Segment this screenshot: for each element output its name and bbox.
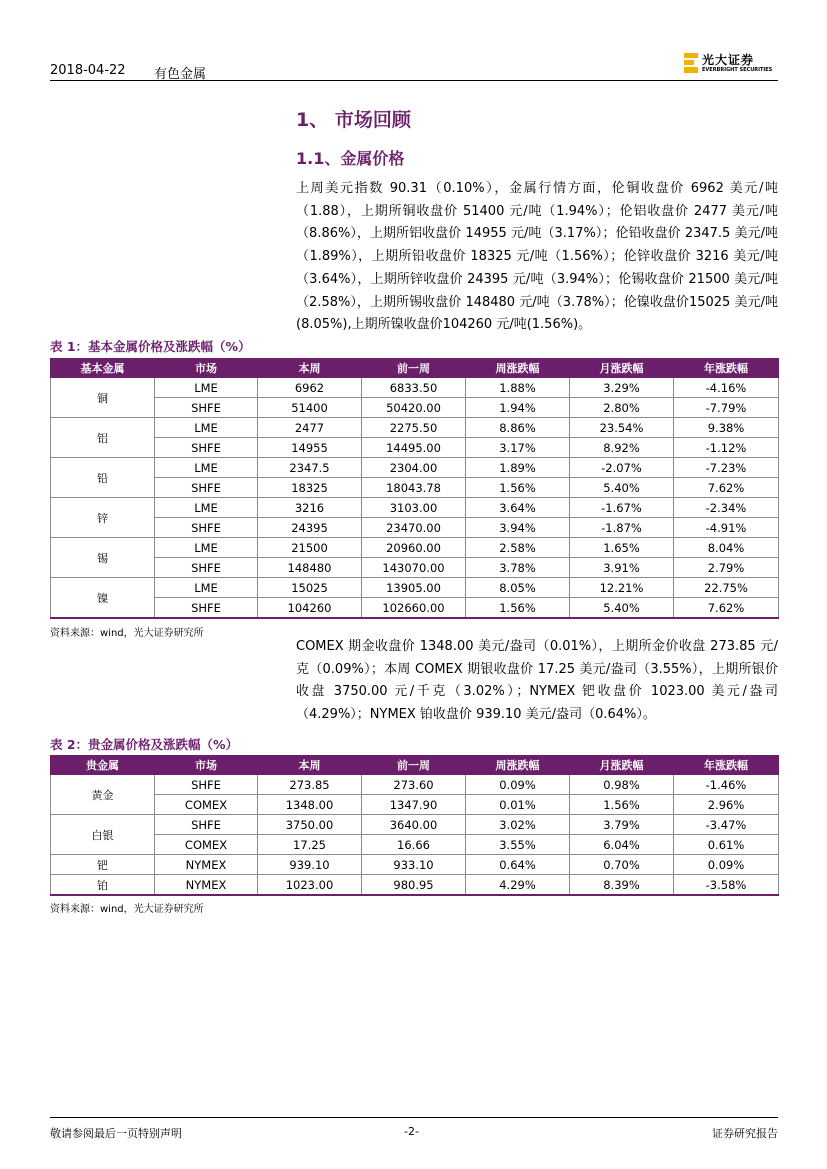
table-cell: 3.64% xyxy=(466,498,570,518)
table-cell: 20960.00 xyxy=(362,538,466,558)
table-cell: NYMEX xyxy=(155,855,258,875)
table-cell: 8.86% xyxy=(466,418,570,438)
table-row xyxy=(51,538,779,558)
metal-name-cell: 白银 xyxy=(51,815,155,855)
table-row xyxy=(51,875,779,896)
report-date: 2018-04-22 xyxy=(50,63,126,78)
report-sector: 有色金属 xyxy=(154,67,207,82)
table-cell: 933.10 xyxy=(362,855,466,875)
table1-source: 资料来源：wind，光大证券研究所 xyxy=(50,628,204,639)
table-row xyxy=(51,378,779,398)
table-cell: LME xyxy=(155,418,258,438)
table-cell: 1.89% xyxy=(466,458,570,478)
table-cell: 1.56% xyxy=(570,795,674,815)
table-cell: SHFE xyxy=(155,598,258,619)
table-cell: SHFE xyxy=(155,438,258,458)
table-cell: 0.09% xyxy=(674,855,779,875)
table-cell: 12.21% xyxy=(570,578,674,598)
column-header: 周涨跌幅 xyxy=(466,359,570,378)
table-cell: 3.29% xyxy=(570,378,674,398)
precious-metals-table xyxy=(50,755,779,896)
table-cell: 1.88% xyxy=(466,378,570,398)
table-cell: SHFE xyxy=(155,518,258,538)
table-cell: 1.56% xyxy=(466,478,570,498)
table-cell: 3.02% xyxy=(466,815,570,835)
table-cell: 23.54% xyxy=(570,418,674,438)
metal-name-cell: 锡 xyxy=(51,538,155,578)
table-cell: 6833.50 xyxy=(362,378,466,398)
table-cell: 1348.00 xyxy=(258,795,362,815)
column-header: 市场 xyxy=(155,756,258,775)
column-header: 市场 xyxy=(155,359,258,378)
table-cell: 273.85 xyxy=(258,775,362,795)
column-header: 本周 xyxy=(258,756,362,775)
table-cell: SHFE xyxy=(155,775,258,795)
metal-name-cell: 镍 xyxy=(51,578,155,619)
table-row xyxy=(51,835,779,855)
table-cell: 3.79% xyxy=(570,815,674,835)
table-cell: 14495.00 xyxy=(362,438,466,458)
table-cell: 3216 xyxy=(258,498,362,518)
column-header: 本周 xyxy=(258,359,362,378)
table-cell: SHFE xyxy=(155,815,258,835)
header-divider xyxy=(50,80,778,81)
column-header: 前一周 xyxy=(362,359,466,378)
table-cell: 102660.00 xyxy=(362,598,466,619)
table-cell: 8.04% xyxy=(674,538,779,558)
table-cell: COMEX xyxy=(155,835,258,855)
column-header: 月涨跌幅 xyxy=(570,359,674,378)
table-cell: -1.46% xyxy=(674,775,779,795)
table-cell: NYMEX xyxy=(155,875,258,896)
table-row xyxy=(51,418,779,438)
table-header-row xyxy=(51,756,779,775)
logo-name-en: EVERBRIGHT SECURITIES xyxy=(702,66,773,73)
table-cell: 8.39% xyxy=(570,875,674,896)
table-row xyxy=(51,518,779,538)
table-cell: 24395 xyxy=(258,518,362,538)
table-cell: -7.79% xyxy=(674,398,779,418)
table-cell: 2477 xyxy=(258,418,362,438)
table-cell: -3.58% xyxy=(674,875,779,896)
table1-caption: 表 1：基本金属价格及涨跌幅（%） xyxy=(50,339,251,354)
table-cell: 939.10 xyxy=(258,855,362,875)
table-cell: 21500 xyxy=(258,538,362,558)
table-cell: 5.40% xyxy=(570,598,674,619)
table-cell: -4.91% xyxy=(674,518,779,538)
table-cell: 3.17% xyxy=(466,438,570,458)
logo-name-cn: 光大证券 xyxy=(702,52,755,67)
metal-name-cell: 铜 xyxy=(51,378,155,418)
table-cell: 148480 xyxy=(258,558,362,578)
table-row xyxy=(51,458,779,478)
table-cell: 13905.00 xyxy=(362,578,466,598)
table-cell: 15025 xyxy=(258,578,362,598)
table-cell: -1.12% xyxy=(674,438,779,458)
table-cell: -2.34% xyxy=(674,498,779,518)
table-cell: -3.47% xyxy=(674,815,779,835)
table-cell: 6.04% xyxy=(570,835,674,855)
metal-name-cell: 锌 xyxy=(51,498,155,538)
table-cell: 1.65% xyxy=(570,538,674,558)
table-cell: 9.38% xyxy=(674,418,779,438)
table-cell: 5.40% xyxy=(570,478,674,498)
table-row xyxy=(51,775,779,795)
base-metals-table xyxy=(50,358,779,619)
table-cell: 18043.78 xyxy=(362,478,466,498)
column-header: 贵金属 xyxy=(51,756,155,775)
table-header-row xyxy=(51,359,779,378)
table-cell: 18325 xyxy=(258,478,362,498)
table-cell: 51400 xyxy=(258,398,362,418)
footer-report-type: 证券研究报告 xyxy=(712,1127,778,1140)
table-row xyxy=(51,558,779,578)
table-cell: 1.94% xyxy=(466,398,570,418)
table-row xyxy=(51,855,779,875)
metal-name-cell: 钯 xyxy=(51,855,155,875)
table2-source: 资料来源：wind，光大证券研究所 xyxy=(50,904,204,915)
table-cell: 3750.00 xyxy=(258,815,362,835)
table-cell: 14955 xyxy=(258,438,362,458)
table-cell: 2304.00 xyxy=(362,458,466,478)
table-cell: 0.09% xyxy=(466,775,570,795)
table-row xyxy=(51,438,779,458)
base-metals-paragraph: 上周美元指数 90.31（0.10%），金属行情方面，伦铜收盘价 6962 美元/吨（1.88），上期所铜收盘价 51400 元/吨（1.94%）；伦铝收盘价 2477 美元/吨（8.86%），上期所铝收盘价 14955 元/吨（3.17%）；伦铅收盘价 2347.5 美元/吨（1.89%），上期所铅收盘价 18325 元/吨（1.56%）；伦锌收盘价 3216 美元/吨（3.64%），上期所锌收盘价 24395 元/吨（3.94%）；伦锡收盘价 21500 美元/吨（2.58%），上期所锡收盘价 148480 元/吨（3.78%）；伦镍收盘价15025 美元/吨(8.05%),上期所镍收盘价104260 元/吨(1.56%)。 xyxy=(296,181,778,333)
page-number: -2- xyxy=(404,1125,419,1138)
table-cell: 3640.00 xyxy=(362,815,466,835)
table-cell: 3103.00 xyxy=(362,498,466,518)
table-cell: 2.79% xyxy=(674,558,779,578)
table-cell: -4.16% xyxy=(674,378,779,398)
table-cell: LME xyxy=(155,458,258,478)
company-logo xyxy=(684,53,772,73)
table-cell: 0.98% xyxy=(570,775,674,795)
table-cell: 1023.00 xyxy=(258,875,362,896)
precious-metals-paragraph: COMEX 期金收盘价 1348.00 美元/盎司（0.01%），上期所金价收盘 273.85 元/克（0.09%）；本周 COMEX 期银收盘价 17.25 美元/盎司（3.55%），上期所银价收盘 3750.00 元/千克（3.02%）；NYMEX 钯收盘价 1023.00 美元/盎司（4.29%）；NYMEX 铂收盘价 939.10 美元/盎司（0.64%）。 xyxy=(296,639,778,723)
table-cell: -1.87% xyxy=(570,518,674,538)
table-cell: COMEX xyxy=(155,795,258,815)
table-cell: 16.66 xyxy=(362,835,466,855)
metal-name-cell: 铝 xyxy=(51,418,155,458)
table-cell: 0.64% xyxy=(466,855,570,875)
table-cell: 2.58% xyxy=(466,538,570,558)
table-row xyxy=(51,598,779,619)
table-cell: 4.29% xyxy=(466,875,570,896)
table-cell: LME xyxy=(155,498,258,518)
table-cell: 2.96% xyxy=(674,795,779,815)
table-row xyxy=(51,478,779,498)
table-cell: 3.78% xyxy=(466,558,570,578)
table-cell: LME xyxy=(155,538,258,558)
table-cell: 3.55% xyxy=(466,835,570,855)
footer-divider xyxy=(50,1117,778,1118)
table-cell: 23470.00 xyxy=(362,518,466,538)
table-cell: SHFE xyxy=(155,558,258,578)
table-cell: 143070.00 xyxy=(362,558,466,578)
column-header: 年涨跌幅 xyxy=(674,359,779,378)
table-cell: LME xyxy=(155,378,258,398)
table-cell: 2275.50 xyxy=(362,418,466,438)
column-header: 基本金属 xyxy=(51,359,155,378)
table-cell: 0.70% xyxy=(570,855,674,875)
table-cell: 8.92% xyxy=(570,438,674,458)
table-row xyxy=(51,498,779,518)
table-cell: 2347.5 xyxy=(258,458,362,478)
table-cell: 8.05% xyxy=(466,578,570,598)
metal-name-cell: 黄金 xyxy=(51,775,155,815)
column-header: 前一周 xyxy=(362,756,466,775)
table-cell: 0.61% xyxy=(674,835,779,855)
column-header: 年涨跌幅 xyxy=(674,756,779,775)
table-cell: 7.62% xyxy=(674,478,779,498)
table-cell: 2.80% xyxy=(570,398,674,418)
section-heading: 1、 市场回顾 xyxy=(296,109,411,131)
table-cell: 17.25 xyxy=(258,835,362,855)
table-cell: -7.23% xyxy=(674,458,779,478)
footer-disclaimer: 敬请参阅最后一页特别声明 xyxy=(50,1127,182,1140)
table-cell: 22.75% xyxy=(674,578,779,598)
column-header: 月涨跌幅 xyxy=(570,756,674,775)
table-cell: 3.94% xyxy=(466,518,570,538)
table-cell: 3.91% xyxy=(570,558,674,578)
table-cell: -1.67% xyxy=(570,498,674,518)
metal-name-cell: 铂 xyxy=(51,875,155,896)
table2-caption: 表 2：贵金属价格及涨跌幅（%） xyxy=(50,737,239,752)
table-row xyxy=(51,578,779,598)
table-cell: 980.95 xyxy=(362,875,466,896)
subsection-heading: 1.1、金属价格 xyxy=(296,149,405,168)
table-row xyxy=(51,398,779,418)
column-header: 周涨跌幅 xyxy=(466,756,570,775)
table-cell: 273.60 xyxy=(362,775,466,795)
table-row xyxy=(51,795,779,815)
table-cell: 1347.90 xyxy=(362,795,466,815)
table-cell: 0.01% xyxy=(466,795,570,815)
table-cell: -2.07% xyxy=(570,458,674,478)
metal-name-cell: 铅 xyxy=(51,458,155,498)
logo-mark-icon xyxy=(684,53,698,73)
table-cell: 104260 xyxy=(258,598,362,619)
table-cell: 50420.00 xyxy=(362,398,466,418)
table-cell: LME xyxy=(155,578,258,598)
table-cell: 7.62% xyxy=(674,598,779,619)
table-cell: 1.56% xyxy=(466,598,570,619)
table-cell: SHFE xyxy=(155,398,258,418)
table-cell: SHFE xyxy=(155,478,258,498)
table-row xyxy=(51,815,779,835)
table-cell: 6962 xyxy=(258,378,362,398)
